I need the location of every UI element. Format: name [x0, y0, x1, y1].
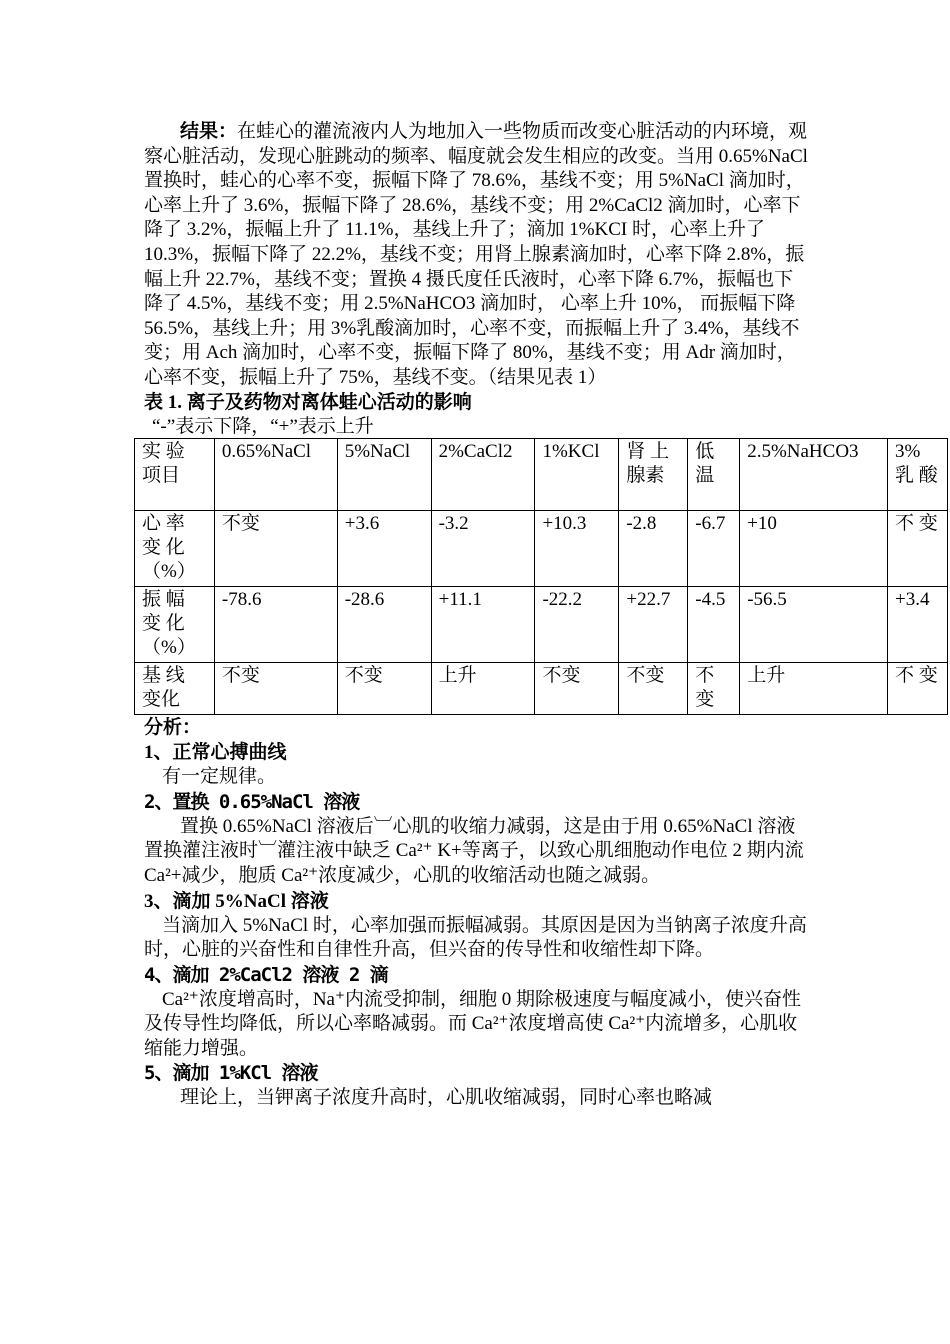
table-cell: -6.7	[688, 511, 740, 587]
header-cell: 5%NaCl	[337, 439, 431, 511]
table-cell: +10.3	[535, 511, 619, 587]
section-2-text: 置换 0.65%NaCl 溶液后︺心肌的收缩力减弱，这是由于用 0.65%NaCl 溶液置换灌注液时︺灌注液中缺乏 Ca²⁺ K+等离子，以致心肌细胞动作电位 2 期内流 Ca²+减少，胞质 Ca²⁺浓度减少，心肌的收缩活动也随之减弱。	[144, 815, 804, 886]
section-3-text: 当滴加入 5%NaCl 时，心率加强而振幅减弱。其原因是因为当钠离子浓度升高时，心脏的兴奋性和自律性升高，但兴奋的传导性和收缩性却下降。	[144, 914, 807, 961]
analysis-title: 分析：	[144, 717, 202, 739]
results-text: 在蛙心的灌流液内人为地加入一些物质而改变心脏活动的内环境，观察心脏活动，发现心脏跳动的频率、幅度就会发生相应的改变。当用 0.65%NaCl 置换时，蛙心的心率不变，振幅下降了 78.6%，基线不变；用 5%NaCl 滴加时，心率上升了 3.6%，振幅下降了 28.6%，基线不变；用 2%CaCl2 滴加时，心率下降了 3.2%，振幅上升了 11.1%，基线上升了；滴加 1%KCI 时，心率上升了 10.3%，振幅下降了 22.2%，基线不变；用肾上腺素滴加时，心率下降 2.8%，振幅上升 22.7%，基线不变；置换 4 摄氏度任氏液时，心率下降 6.7%，振幅也下降了 4.5%，基线不变；用 2.5%NaHCO3 滴加时， 心率上升 10%， 而振幅下降 56.5%，基线上升；用 3%乳酸滴加时，心率不变，而振幅上升了 3.4%，基线不变；用 Ach 滴加时，心率不变，振幅下降了 80%，基线不变；用 Adr 滴加时，心率不变，振幅上升了 75%，基线不变。（结果见表 1）	[144, 121, 808, 388]
table-caption: 表 1. 离子及药物对离体蛙心活动的影响	[144, 391, 472, 413]
results-label: 结果：	[180, 121, 238, 142]
table-cell: 不变	[619, 663, 688, 715]
table-cell: -22.2	[535, 587, 619, 663]
row-label-cell: 振 幅 变 化 （%）	[135, 587, 215, 663]
table-cell: 不变	[535, 663, 619, 715]
section-5-title: 5、滴加 1%KCl 溶液	[144, 1062, 318, 1085]
header-cell: 肾 上 腺素	[619, 439, 688, 511]
header-cell: 1%KCl	[535, 439, 619, 511]
table-cell: -56.5	[740, 587, 888, 663]
table-cell: -2.8	[619, 511, 688, 587]
row-label-cell: 基 线 变化	[135, 663, 215, 715]
table-cell: -3.2	[431, 511, 535, 587]
table-cell: +3.4	[888, 587, 948, 663]
header-cell: 2%CaCl2	[431, 439, 535, 511]
section-4-title: 4、滴加 2%CaCl2 溶液 2 滴	[144, 963, 388, 986]
section-3-title: 3、滴加 5%NaCl 溶液	[144, 890, 329, 912]
table-cell: 不变	[337, 663, 431, 715]
section-1-text: 有一定规律。	[162, 766, 277, 788]
header-cell: 0.65%NaCl	[214, 439, 337, 511]
results-paragraph	[144, 120, 808, 391]
table-cell: +11.1	[431, 587, 535, 663]
table-cell: +3.6	[337, 511, 431, 587]
table-cell: 不 变	[888, 511, 948, 587]
section-1-title: 1、正常心搏曲线	[144, 742, 287, 764]
table-cell: -28.6	[337, 587, 431, 663]
document-page	[142, 120, 938, 1111]
table-cell: 上升	[740, 663, 888, 715]
table-row	[135, 587, 948, 663]
table-header-row	[135, 439, 948, 511]
table-cell: -4.5	[688, 587, 740, 663]
table-cell: 不 变	[688, 663, 740, 715]
table-cell: 上升	[431, 663, 535, 715]
table-cell: 不 变	[888, 663, 948, 715]
table-cell: 不变	[214, 663, 337, 715]
header-cell: 低 温	[688, 439, 740, 511]
section-4-text: Ca²⁺浓度增高时，Na⁺内流受抑制，细胞 0 期除极速度与幅度减小，使兴奋性及传导性均降低，所以心率略减弱。而 Ca²⁺浓度增高使 Ca²⁺内流增多，心肌收缩能力增强。	[144, 988, 802, 1059]
table-row	[135, 511, 948, 587]
table-note: “-”表示下降，“+”表示上升	[152, 416, 374, 438]
table-cell: 不变	[214, 511, 337, 587]
row-label-cell: 心 率 变 化 （%）	[135, 511, 215, 587]
header-cell: 实 验 项目	[135, 439, 215, 511]
table-cell: -78.6	[214, 587, 337, 663]
section-5-text: 理论上，当钾离子浓度升高时，心肌收缩减弱，同时心率也略减	[180, 1087, 713, 1109]
header-cell: 3% 乳 酸	[888, 439, 948, 511]
section-2-title: 2、置换 0.65%NaCl 溶液	[144, 790, 360, 813]
header-cell: 2.5%NaHCO3	[740, 439, 888, 511]
table-cell: +10	[740, 511, 888, 587]
results-table	[134, 438, 948, 715]
table-row	[135, 663, 948, 715]
table-cell: +22.7	[619, 587, 688, 663]
